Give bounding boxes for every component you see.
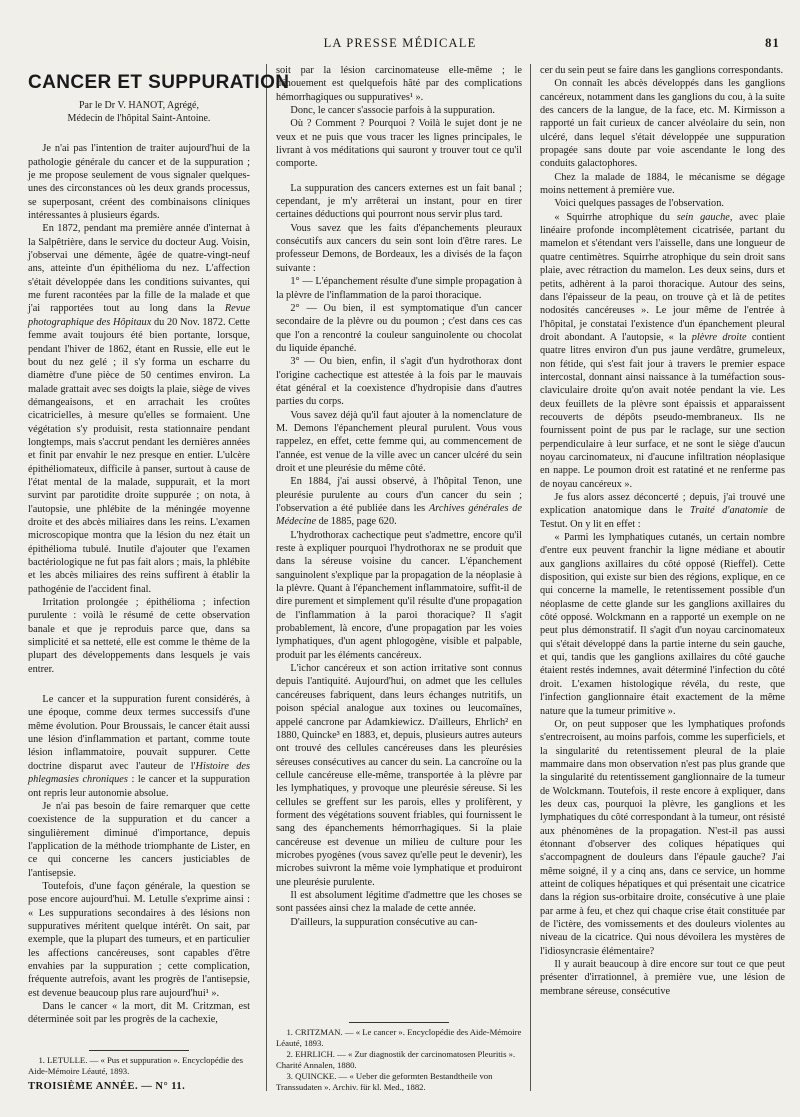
- paragraph: Je n'ai pas l'intention de traiter aujourd'hui de la pathologie générale du cancer et de la suppuration ; je me propose seulement de vous signaler quelques-unes des circonstances où les deux grands processus, se superposant, créent des combinaisons cliniques intéressantes à plusieurs égards.: [28, 143, 250, 222]
- footnote: 2. EHRLICH. — « Zur diagnostik der carcinomatosen Pleuritis ». Charité Annalen, 1880.: [276, 1049, 516, 1070]
- paragraph: En 1872, pendant ma première année d'internat à la Salpêtrière, dans le service du docteur Aug. Voisin, j'observai une démente, âgée de quatre-vingt-neuf ans, atteinte d'un épithélioma du nez. L'affection s'était développée dans les conditions suivantes, qui me furent racontées par la fille de la malade et que j'ai rapportées tout au long dans la Revue photographique des Hôpitaux du 20 Nov. 1872. Cette femme avait toujours été bien portante, lorsque, pendant l'hiver de 1862, étant en Russie, elle eut le bout du nez gelé ; il s'y forma un escharre du diamètre d'une pièce de 50 centimes environ. La malade grattait avec ses doigts la plaie, siège de vives démangeaisons, et en arrachait les croûtes cicatricielles, à mesure qu'elles se formaient. Une végétation s'y produisit, resta stationnaire pendant longtemps, mais s'accrut pendant les dernières années et finit par envahir le nez presque en entier. L'ulcère épithéliomateux, difficile à panser, surtout à cause de l'état mental de la malade, suppurait, et la mort survint par parotidite droite suppurée ; on nota, à l'autopsie, une phlébite de la méningée moyenne droite et des abcès miliaires dans les reins. L'examen microscopique montra que la lésion du nez était un épithélioma tubulé. Inutile d'ajouter que l'examen bactériologique ne fut pas fait alors ; mais, la phlébite et les abcès miliaires des reins suffirent à établir la pathogénie de l'accident final.: [28, 223, 251, 595]
- footnote: 1. LETULLE. — « Pus et suppuration ». Encyclopédie des Aide-Mémoire Léauté, 1893.: [28, 1055, 244, 1076]
- paragraph: Je fus alors assez déconcerté ; depuis, j'ai trouvé une explication anatomique dans le Traité d'anatomie de Testut. On y lit en effet :: [540, 492, 785, 530]
- paragraph: Il est absolument légitime d'admettre que les choses se sont passées ainsi chez la malade de cette année.: [276, 889, 522, 915]
- running-head: [20, 36, 780, 52]
- column-divider: [530, 64, 531, 1091]
- column-1: [28, 64, 290, 1093]
- paragraph: cer du sein peut se faire dans les ganglions correspondants.: [540, 65, 784, 76]
- paragraph: « Squirrhe atrophique du sein gauche, avec plaie linéaire profonde incomplètement cicatrisée, partant du mamelon et s'étendant vers l'aisselle, dans une longueur de quatre centimètres. Squirrhe atrophique du sein droit sans plaie, avec rétraction du mamelon. Les deux seins, durs et petits, adhèrent à la paroi thoracique. Autour des seins, dans l'épaisseur de la peau, on trouve çà et là de petites nodosités cancéreuses ». Le jour même de l'entrée à l'hôpital, je constatai l'existence d'un épanchement pleural droit abondant. A l'autopsie, « la plèvre droite contient quatre litres environ d'un pus jaune verdâtre, grumeleux, non fétide, qui s'est fait jour à travers le premier espace intercostal, donnant ainsi naissance à la tuméfaction sous-claviculaire droite qu'on avait notée pendant la vie. Les deux feuillets de la plèvre sont épaissis et apparaissent recouverts de dépôts pseudo-membraneux. Ils ne fournissent point de pus par le raclage, sur une section perpendiculaire à leur surface, et ne sont le siège d'aucun noyau carcinomateux, ni d'aucune infiltration néoplasique en nappe. Le poumon droit est ratatiné et ne renferme pas de noyau cancéreux ».: [540, 211, 785, 490]
- paragraph: L'hydrothorax cachectique peut s'admettre, encore qu'il reste à expliquer pourquoi l'hydrothorax ne se produit que dans la séreuse voisine du cancer. L'épanchement sanguinolent s'explique par la propagation de la néoplasie à la plèvre. Quant à l'épanchement inflammatoire, suffit-il de dire purement et simplement qu'il résulte d'une propagation de l'inflammation à la paroi thoracique? Il s'agit probablement, là encore, d'une propagation par les voies lymphatiques, d'un agent phlogogène, visible et palpable, produit par les éléments cancéreux.: [276, 529, 522, 661]
- issue-number: TROISIÈME ANNÉE. — N° 11.: [28, 1080, 186, 1092]
- paragraph: Je n'ai pas besoin de faire remarquer que cette coexistence de la suppuration et du cancer a singulièrement diminué d'importance, depuis l'application de la méthode triomphante de Lister, en ce qui concerne les cancers justiciables de l'antisepsie.: [28, 800, 250, 879]
- column-3: [540, 64, 785, 1093]
- journal-title: LA PRESSE MÉDICALE: [323, 36, 477, 50]
- paragraph: Irritation prolongée ; épithélioma ; infection purulente : voilà le résumé de cette observation banale et que je reproduis parce que, dans sa simplicité et sa netteté, elle est comme le thème de la plupart des développements dans lesquels je vais entrer.: [28, 597, 250, 675]
- paragraph: Où ? Comment ? Pourquoi ? Voilà le sujet dont je ne veux et ne puis que vous tracer les lignes principales, le livrant à vos méditations qui sauront y trouver tout ce qu'il comporte.: [276, 118, 522, 170]
- paragraph: soit par la lésion carcinomateuse elle-même ; le dénouement est quelquefois hâté par des complications hémorrhagiques ou suppuratives¹ ».: [276, 65, 522, 103]
- paragraph: Dans le cancer « la mort, dit M. Critzman, est déterminée soit par les progrès de la cachexie,: [28, 1001, 250, 1026]
- paragraph: Toutefois, d'une façon générale, la question se pose encore aujourd'hui. M. Letulle s'exprime ainsi : « Les suppurations secondaires à des lésions non suppuratives méritent quelque intérêt. On sait, par exemple, que la plupart des tumeurs, et en particulier les affections cancéreuses, sont capables d'être envahies par la suppuration ; cette complication, fréquente autrefois, avant les progrès de l'antisepsie, est devenue beaucoup plus rare aujourd'hui¹ ».: [28, 880, 250, 999]
- paragraph: « Parmi les lymphatiques cutanés, un certain nombre d'entre eux peuvent franchir la ligne médiane et aboutir aux ganglions axillaires du côté opposé (Rieffel). Cette disposition, qui existe sur bien des régions, explique, en ce qui concerne la mamelle, le retentissement possible d'un néoplasme de cette glande sur les ganglions axillaires du côté opposé. Wolckmann en a rapporté un exemple on ne peut plus démonstratif. Il s'agit d'un noyau carcinomateux qui s'était développé dans la partie interne du sein gauche, et qui, tandis que les ganglions axillaires du côté gauche étaient restés indemnes, avait déterminé l'infection du côté droit. L'examen histologique révéla, du reste, que l'infection ganglionnaire était exactement de la même nature que la tumeur primitive ».: [540, 532, 785, 717]
- paragraph: On connaît les abcès développés dans les ganglions cancéreux, notamment dans les ganglions du cou, à la suite des cancers de la langue, de la face, etc. M. Kirmisson a rapporté un fait curieux de cancer alvéolaire du sein, non ulcéré, dans lequel s'était développée une suppuration propagée sans doute par voie ascendante le long des conduits galactophores.: [540, 78, 785, 170]
- paragraph: Il y aurait beaucoup à dire encore sur tout ce que peut présenter d'irrationnel, à première vue, une lésion de membrane séreuse, consécutive: [540, 959, 785, 997]
- byline-role: Médecin de l'hôpital Saint-Antoine.: [67, 113, 211, 125]
- paragraph: En 1884, j'ai aussi observé, à l'hôpital Tenon, une pleurésie purulente au cours d'un cancer du sein ; l'observation a été publiée dans les Archives générales de Médecine de 1885, page 620.: [276, 476, 523, 528]
- paragraph: Vous savez déjà qu'il faut ajouter à la nomenclature de M. Demons l'épanchement pleural purulent. Vous vous rappelez, en effet, cette femme qui, au commencement de l'année, est venue de la ville avec un cancer ulcéré du sein droit et une pleurésie du même côté.: [276, 409, 522, 474]
- article-title: CANCER ET SUPPURATION: [28, 72, 290, 93]
- paragraph: La suppuration des cancers externes est un fait banal ; cependant, je m'y arrêterai un instant, pour en tirer certaines déductions qui pourront nous servir plus tard.: [276, 182, 522, 221]
- paragraph: 2° — Ou bien, il est symptomatique d'un cancer secondaire de la plèvre ou du poumon ; c'est dans ces cas que l'on a rencontré la couleur sanguinolente ou chocolat du liquide épanché.: [276, 302, 522, 354]
- paragraph: Vous savez que les faits d'épanchements pleuraux consécutifs aux cancers du sein sont loin d'être rares. Le professeur Demons, de Bordeaux, les a divisés de la façon suivante :: [276, 222, 522, 274]
- paragraph: D'ailleurs, la suppuration consécutive au can-: [290, 916, 478, 928]
- paragraph: 1° — L'épanchement résulte d'une simple propagation à la plèvre de l'inflammation de la paroi thoracique.: [276, 276, 522, 301]
- footnote: 1. CRITZMAN. — « Le cancer ». Encyclopédie des Aide-Mémoire Léauté, 1893.: [276, 1027, 522, 1048]
- page-number: 81: [765, 36, 780, 50]
- footnote-rule: [89, 1050, 189, 1051]
- paragraph: Chez la malade de 1884, le mécanisme se dégage moins nettement à première vue.: [540, 171, 785, 197]
- paragraph: Voici quelques passages de l'observation.: [554, 198, 724, 210]
- footnote: 3. QUINCKE. — « Ueber die geformten Bestandtheile von Transsudaten ». Archiv. für kl. Med., 1882.: [276, 1071, 493, 1092]
- paragraph: L'ichor cancéreux et son action irritative sont connus depuis l'antiquité. Aujourd'hui, on admet que les cellules cancéreuses fabriquent, dans leurs échanges nutritifs, un poison spécial analogue aux toxines ou leucomaïnes, appelé cancrone par Adamkiewicz. D'ailleurs, Ehrlich² en 1880, Quincke³ en 1883, et, depuis, plusieurs autres auteurs ont trouvé des cellules cancéreuses dans les pleurésies séreuses consécutives au cancer du sein. La cancroïne ou la cellule cancéreuse elle-même, transportée à la plèvre par les lymphatiques, y provoque une pleurésie séreuse. Si les cellules se greffent sur les parois, elles y prolifèrent, y forment des végétations souvent friables, qui fournissent le sang des épanchements hémorrhagiques. Si la plaie cancéreuse est devenue un milieu de culture pour les microbes pyogènes (vous savez qu'elle peut le devenir), les microbes suivront la même voie lymphatique et produiront une pleurésie purulente.: [276, 663, 522, 888]
- paragraph: Or, on peut supposer que les lymphatiques profonds s'entrecroisent, au moins parfois, comme les superficiels, et la singularité du retentissement pleural de la plaie mammaire dans mon observation n'est pas plus grande que la singularité du retentissement ganglionnaire de la tumeur de Wolckmann. Toutefois, il reste encore à expliquer, dans les deux cas, pourquoi la plèvre, les ganglions et les lymphatiques du côté correspondant à la tumeur, ont résisté aux phénomènes de la propagation. N'est-il pas aussi étonnant d'observer des coliques hépatiques qui s'accompagnent de douleurs dans l'épaule gauche? J'ai même soigné, il y a cinq ans, dans ce service, un homme atteint de coliques hépatiques et qui présentait une cicatrice dans la région sus-orbitaire droite, consécutive à une plaie par arme à feu, et chez qui chaque crise était constituée par de l'ictère, des vomissements et des douleurs violentes au niveau de la cicatrice. Qui nous dévoilera les mystères de l'idiosyncrasie élémentaire?: [540, 718, 785, 957]
- column-divider: [266, 64, 267, 1091]
- footnote-rule: [349, 1022, 449, 1023]
- paragraph: Donc, le cancer s'associe parfois à la suppuration.: [290, 105, 495, 117]
- column-2: [276, 64, 522, 1093]
- paragraph: 3° — Ou bien, enfin, il s'agit d'un hydrothorax dont l'origine cachectique est attestée à la fois par le mauvais état général et la coexistence d'hydropisie dans d'autres parties du corps.: [276, 356, 522, 408]
- byline-author: Par le Dr V. HANOT, Agrégé,: [79, 100, 199, 112]
- paragraph: Le cancer et la suppuration furent considérés, à une époque, comme deux termes successifs d'une même évolution. Pour Broussais, le cancer était aussi une lésion d'inflammation et partant, comme toute lésion inflammatoire, pouvait suppurer. Cette doctrine disparut avec l'auteur de l'Histoire des phlegmasies chroniques : le cancer et la suppuration ont repris leur autonomie absolue.: [28, 694, 251, 799]
